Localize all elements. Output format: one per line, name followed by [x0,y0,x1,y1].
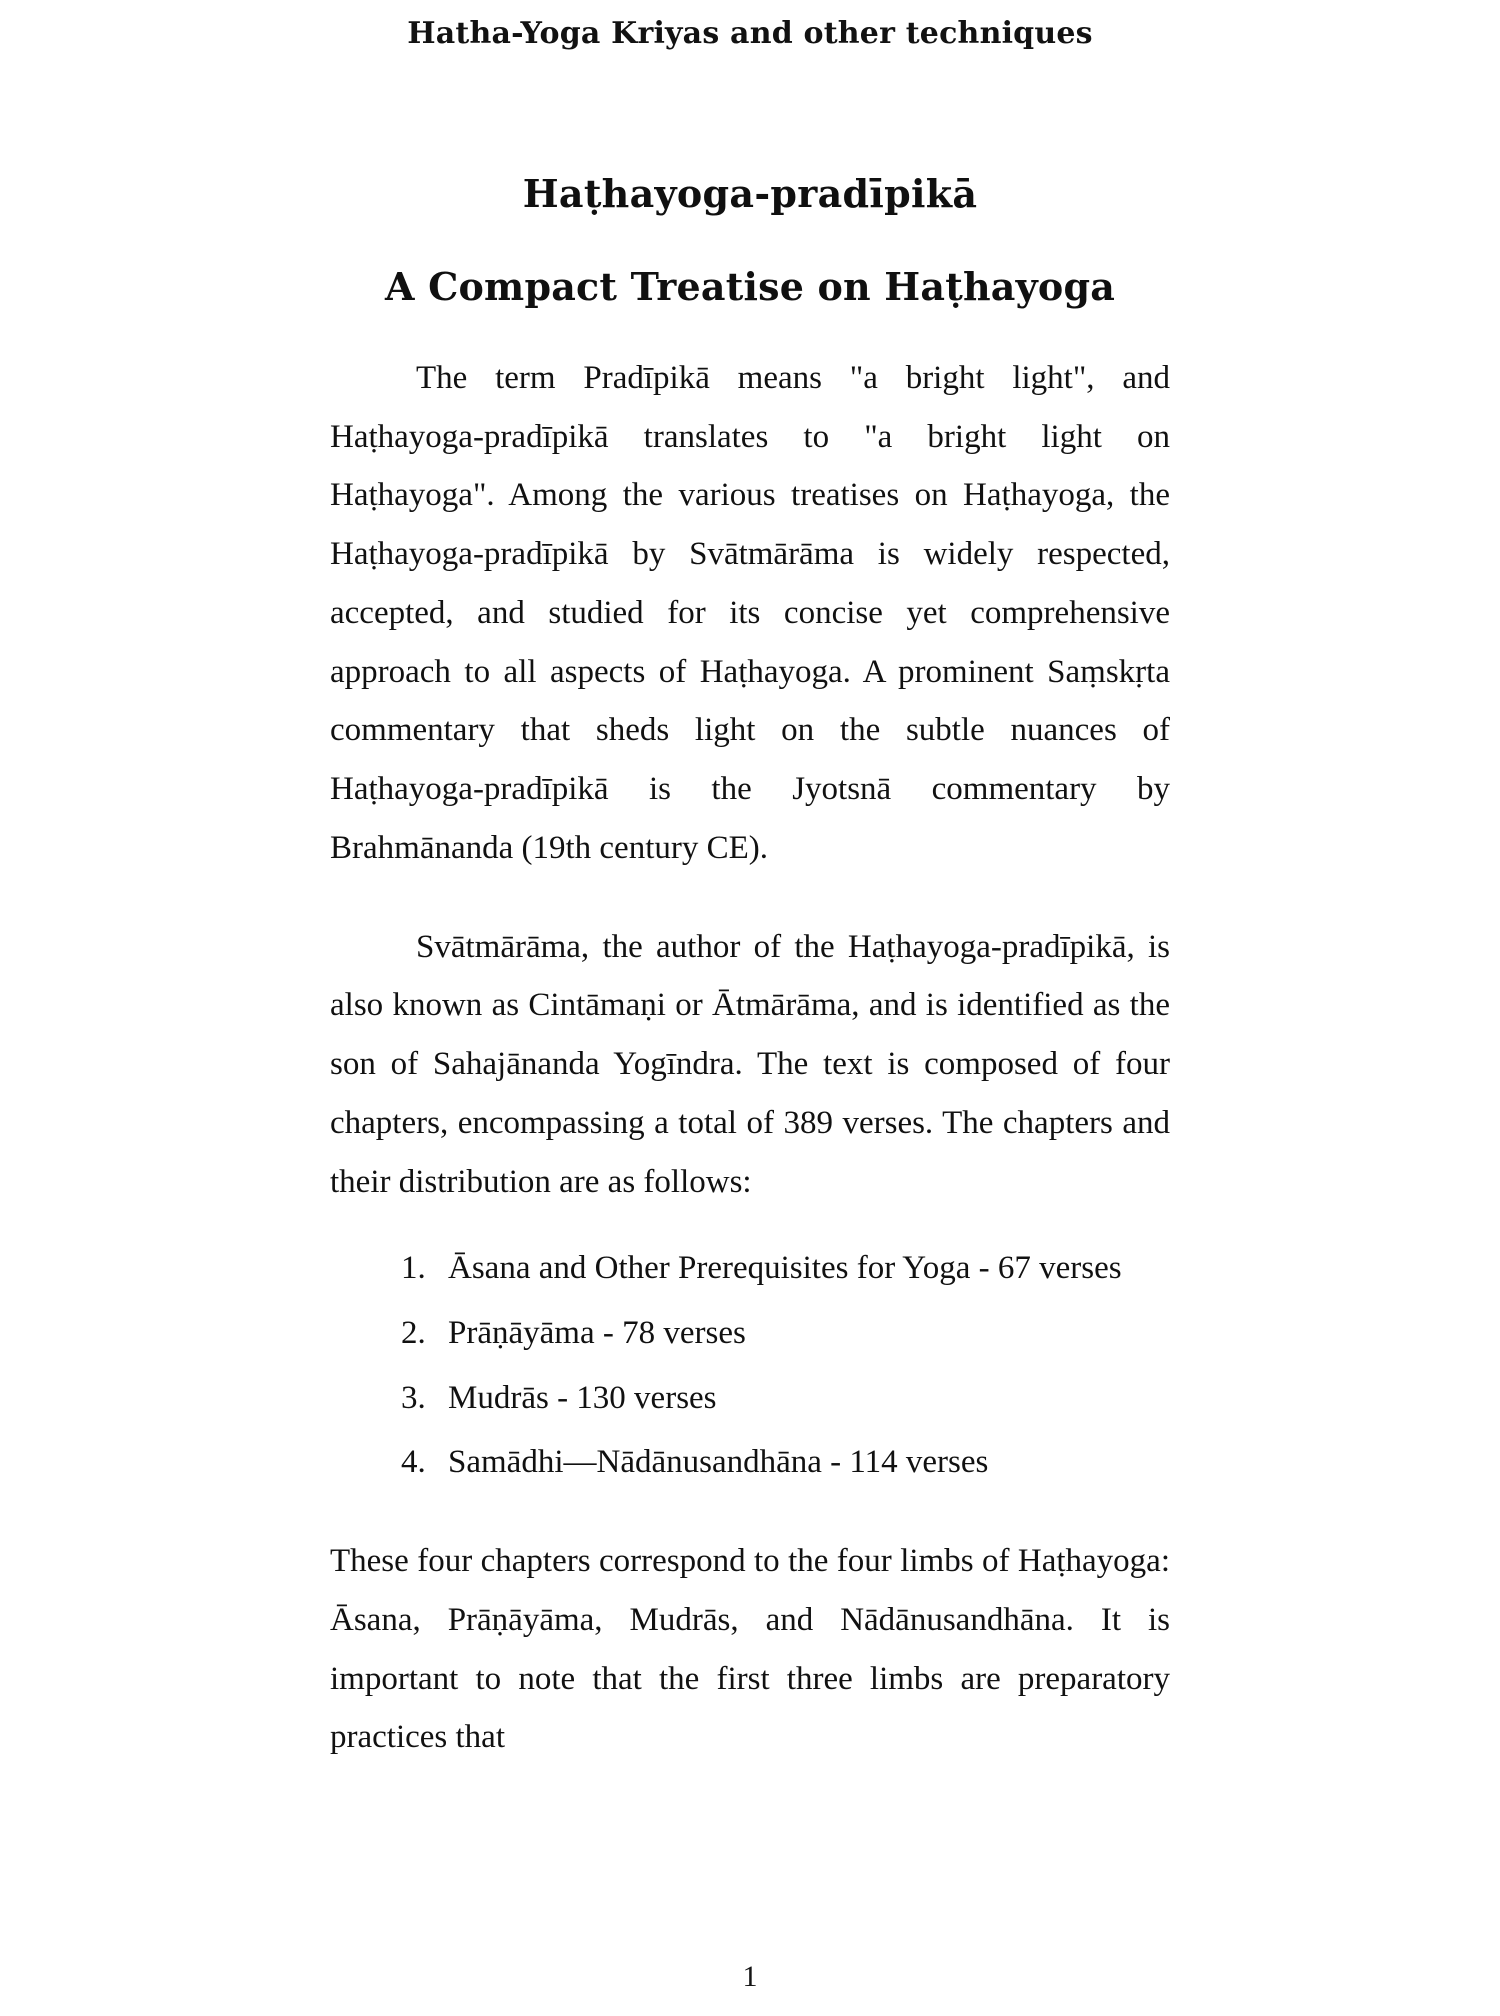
list-item: 1. Āsana and Other Prerequisites for Yoga - 67 verses [434,1239,1170,1298]
page-subtitle: A Compact Treatise on Haṭhayoga [384,264,1116,309]
list-item: 2. Prāṇāyāma - 78 verses [434,1304,1170,1363]
page-title: Haṭhayoga-pradīpikā [522,171,978,216]
list-item: 3. Mudrās - 130 verses [434,1369,1170,1428]
list-item: 4. Samādhi—Nādānusandhāna - 114 verses [434,1433,1170,1492]
chapter-list [330,1239,1170,1492]
page-number: 1 [742,1960,758,1993]
paragraph-2: Svātmārāma, the author of the Haṭhayoga-pradīpikā, is also known as Cintāmaṇi or Ātmārāma, and is identified as the son of Sahajānanda Yogīndra. The text is composed of four chapters, encompassing a total of 389 verses. The chapters and their distribution are as follows: [330,928,1170,1200]
page-content [160,171,1340,1767]
paragraph-1: The term Pradīpikā means "a bright light", and Haṭhayoga-pradīpikā translates to "a bright light on Haṭhayoga". Among the various treatises on Haṭhayoga, the Haṭhayoga-pradīpikā by Svātmārāma is widely respected, accepted, and studied for its concise yet comprehensive approach to all aspects of Haṭhayoga. A prominent Saṃskṛta commentary that sheds light on the subtle nuances of Haṭhayoga-pradīpikā is the Jyotsnā commentary by Brahmānanda (19th century CE). [330,360,1170,866]
closing-paragraph: These four chapters correspond to the four limbs of Haṭhayoga: Āsana, Prāṇāyāma, Mudrās, and Nādānusandhāna. It is important to note that the first three limbs are preparatory practices that [330,1543,1170,1756]
running-head: Hatha-Yoga Kriyas and other techniques [407,16,1093,51]
document-page [0,16,1500,2016]
